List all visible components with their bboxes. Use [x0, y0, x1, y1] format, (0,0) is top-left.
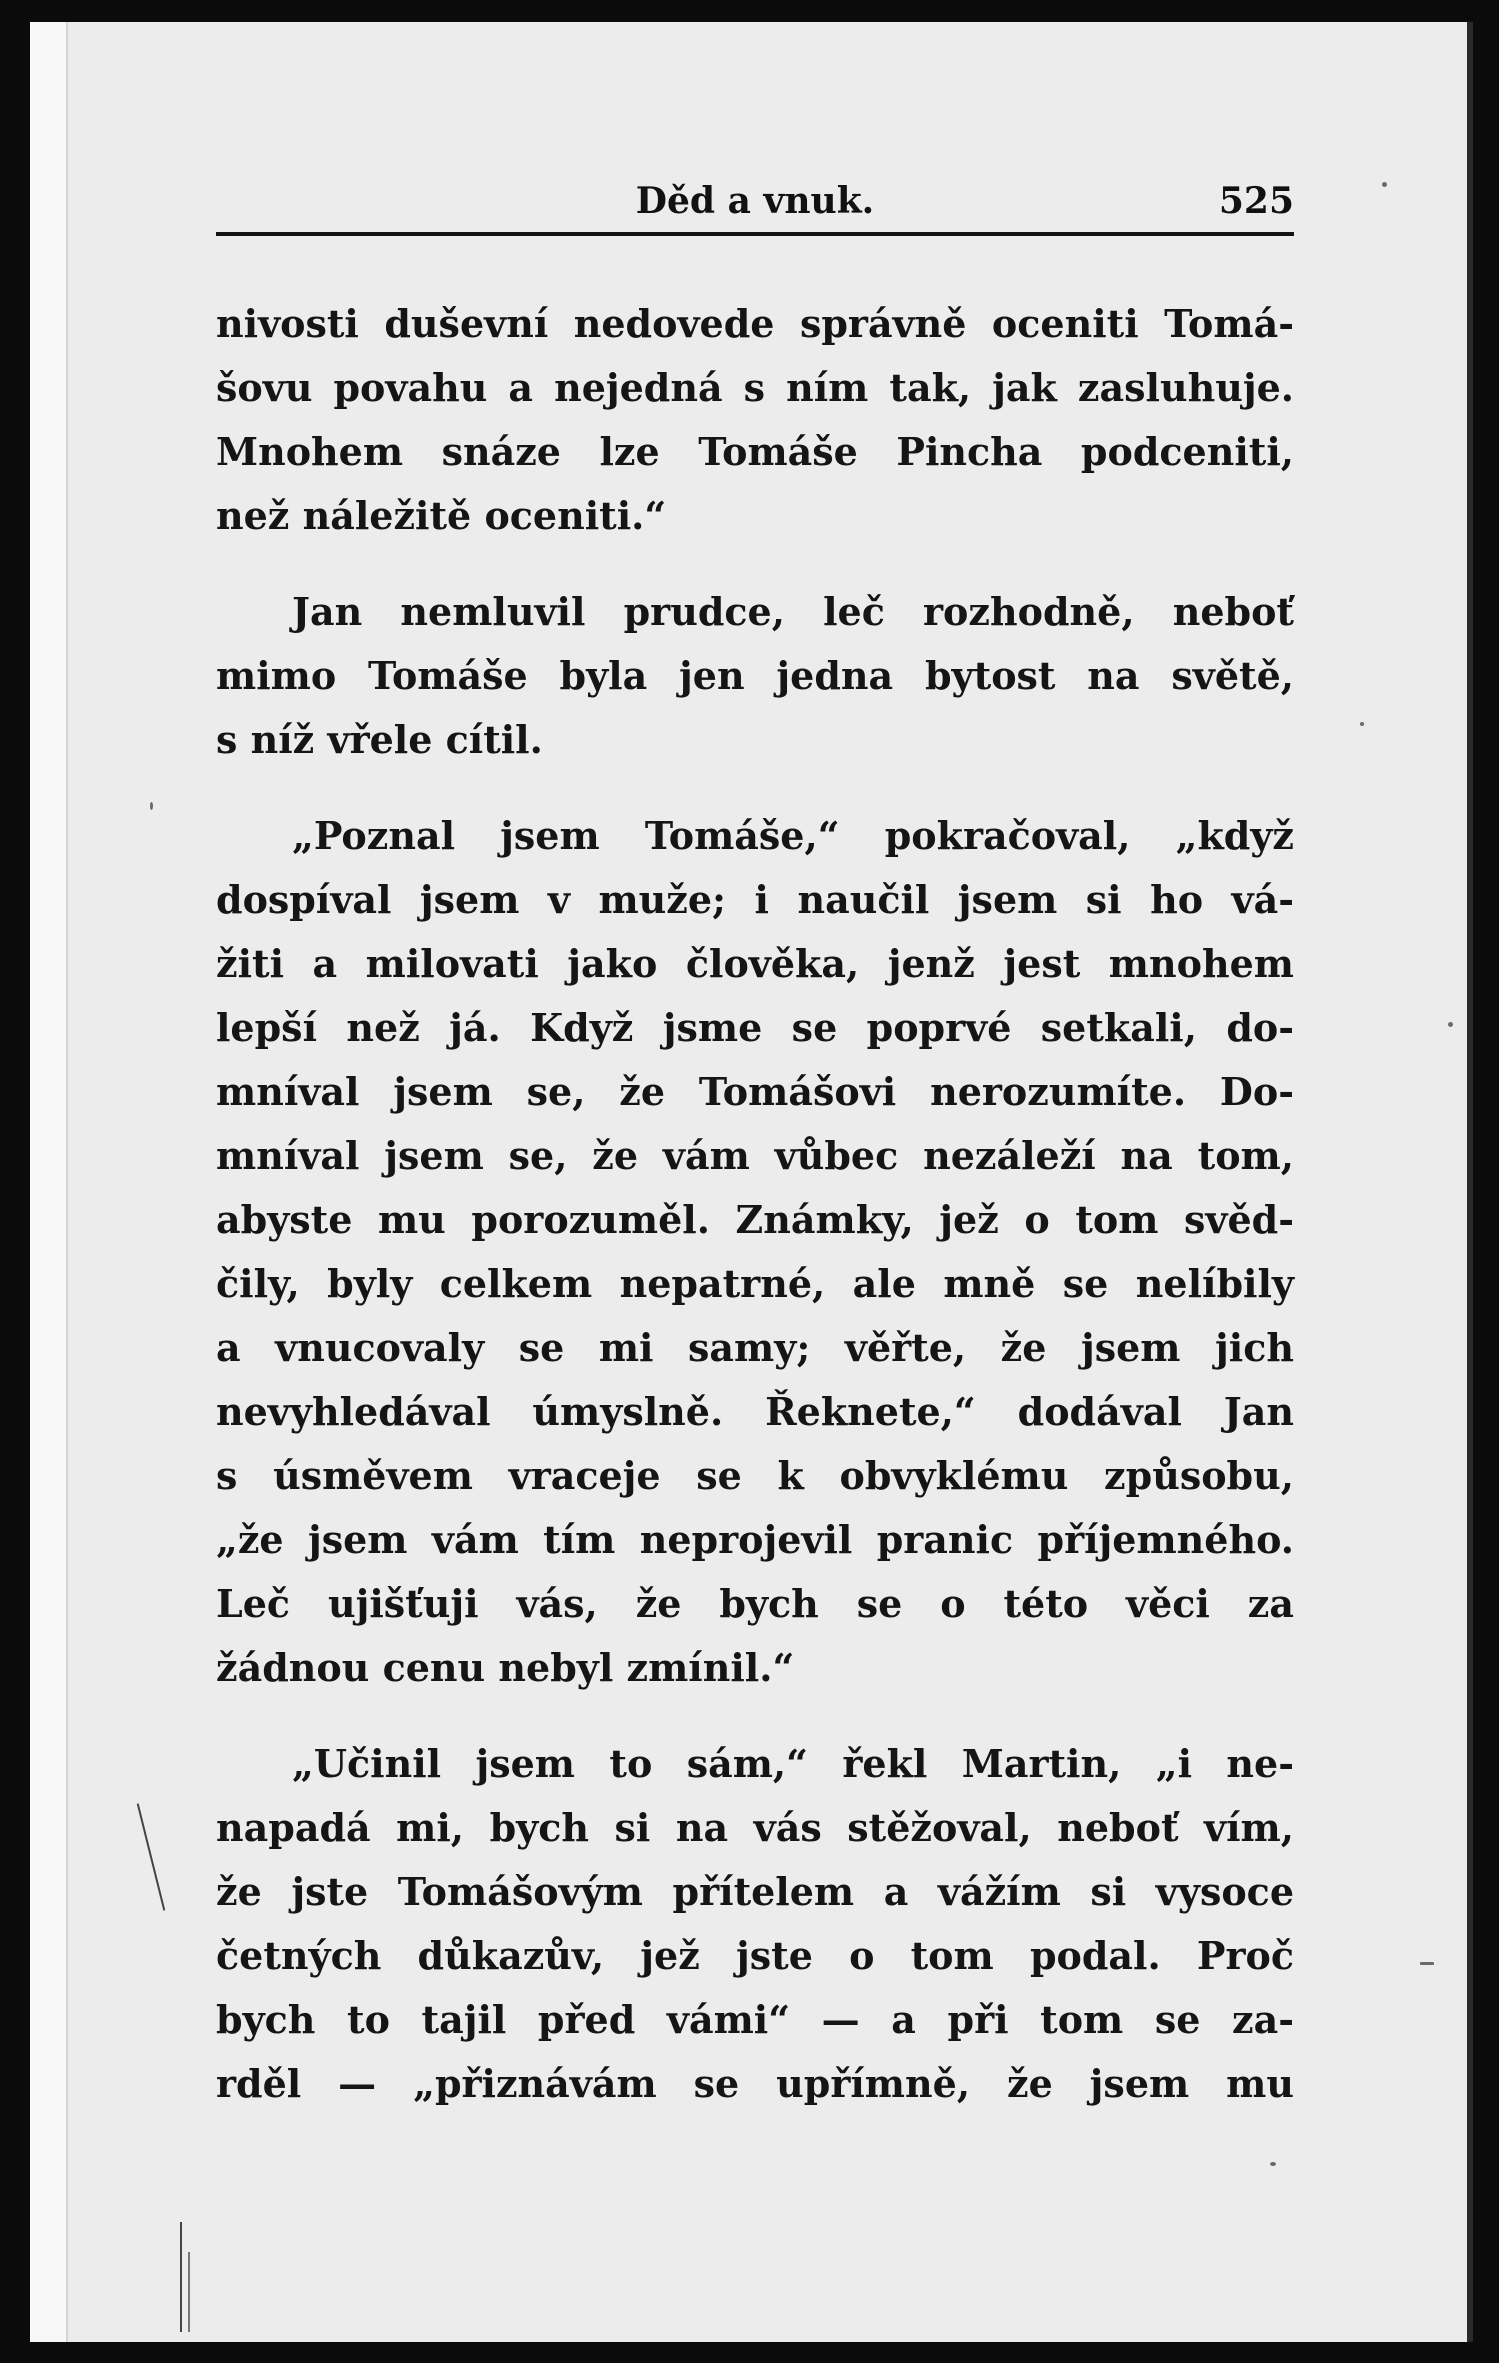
text-line: „Poznal jsem Tomáše,“ pokračoval, „když: [292, 813, 1294, 858]
body-text: [216, 292, 1294, 2116]
text-line: a vnucovaly se mi samy; věřte, že jsem jich: [216, 1325, 1294, 1370]
paragraph: [216, 580, 1294, 772]
paper-scratch: [137, 1803, 166, 1910]
text-line: žiti a milovati jako člověka, jenž jest mnohem: [216, 941, 1294, 986]
text-line: napadá mi, bych si na vás stěžoval, neboť vím,: [216, 1805, 1294, 1850]
paragraph: [216, 1732, 1294, 2116]
page-gutter: [30, 22, 68, 2342]
text-line: Jan nemluvil prudce, leč rozhodně, neboť: [292, 589, 1294, 634]
text-line: rděl — „přiznávám se upřímně, že jsem mu: [216, 2061, 1294, 2106]
text-line: lepší než já. Když jsme se poprvé setkali, do-: [216, 1005, 1294, 1050]
paper-scratch: [188, 2252, 190, 2332]
text-line: šovu povahu a nejedná s ním tak, jak zasluhuje.: [216, 365, 1294, 410]
text-line: abyste mu porozuměl. Známky, jež o tom svěd-: [216, 1197, 1294, 1242]
paper-scratch: [180, 2222, 182, 2332]
text-line: s úsměvem vraceje se k obvyklému způsobu,: [216, 1453, 1294, 1498]
text-line: dospíval jsem v muže; i naučil jsem si ho vá-: [216, 877, 1294, 922]
paper-speck: [1360, 722, 1364, 726]
text-line: než náležitě oceniti.“: [216, 493, 667, 538]
text-line: bych to tajil před vámi“ — a při tom se za-: [216, 1997, 1294, 2042]
page-header: [216, 162, 1294, 236]
paper-speck: [1382, 182, 1387, 187]
text-line: žádnou cenu nebyl zmínil.“: [216, 1645, 795, 1690]
page-edge: [1467, 22, 1473, 2342]
paper-speck: [1270, 2162, 1276, 2166]
text-line: mníval jsem se, že Tomášovi nerozumíte. Do-: [216, 1069, 1294, 1114]
page-number: 525: [1218, 180, 1294, 222]
text-line: s níž vřele cítil.: [216, 717, 543, 762]
text-line: mimo Tomáše byla jen jedna bytost na světě,: [216, 653, 1294, 698]
text-line: Mnohem snáze lze Tomáše Pincha podceniti,: [216, 429, 1294, 474]
text-line: mníval jsem se, že vám vůbec nezáleží na tom,: [216, 1133, 1294, 1178]
text-line: Leč ujišťuji vás, že bych se o této věci za: [216, 1581, 1294, 1626]
text-line: nevyhledával úmyslně. Řeknete,“ dodával Jan: [216, 1389, 1294, 1434]
text-line: že jste Tomášovým přítelem a vážím si vysoce: [216, 1869, 1294, 1914]
text-line: čily, byly celkem nepatrné, ale mně se nelíbily: [216, 1261, 1294, 1306]
paragraph: [216, 292, 1294, 548]
text-line: „Učinil jsem to sám,“ řekl Martin, „i ne-: [292, 1741, 1294, 1786]
paper-speck: [1448, 1022, 1453, 1027]
paper-speck: [150, 802, 153, 810]
paper-speck: [1420, 1962, 1434, 1965]
paragraph: [216, 804, 1294, 1700]
text-line: nivosti duševní nedovede správně oceniti Tomá-: [216, 301, 1294, 346]
text-line: „že jsem vám tím neprojevil pranic příjemného.: [216, 1517, 1294, 1562]
book-page: [30, 22, 1473, 2342]
running-title: Děd a vnuk.: [635, 180, 875, 222]
text-line: četných důkazův, jež jste o tom podal. Proč: [216, 1933, 1294, 1978]
